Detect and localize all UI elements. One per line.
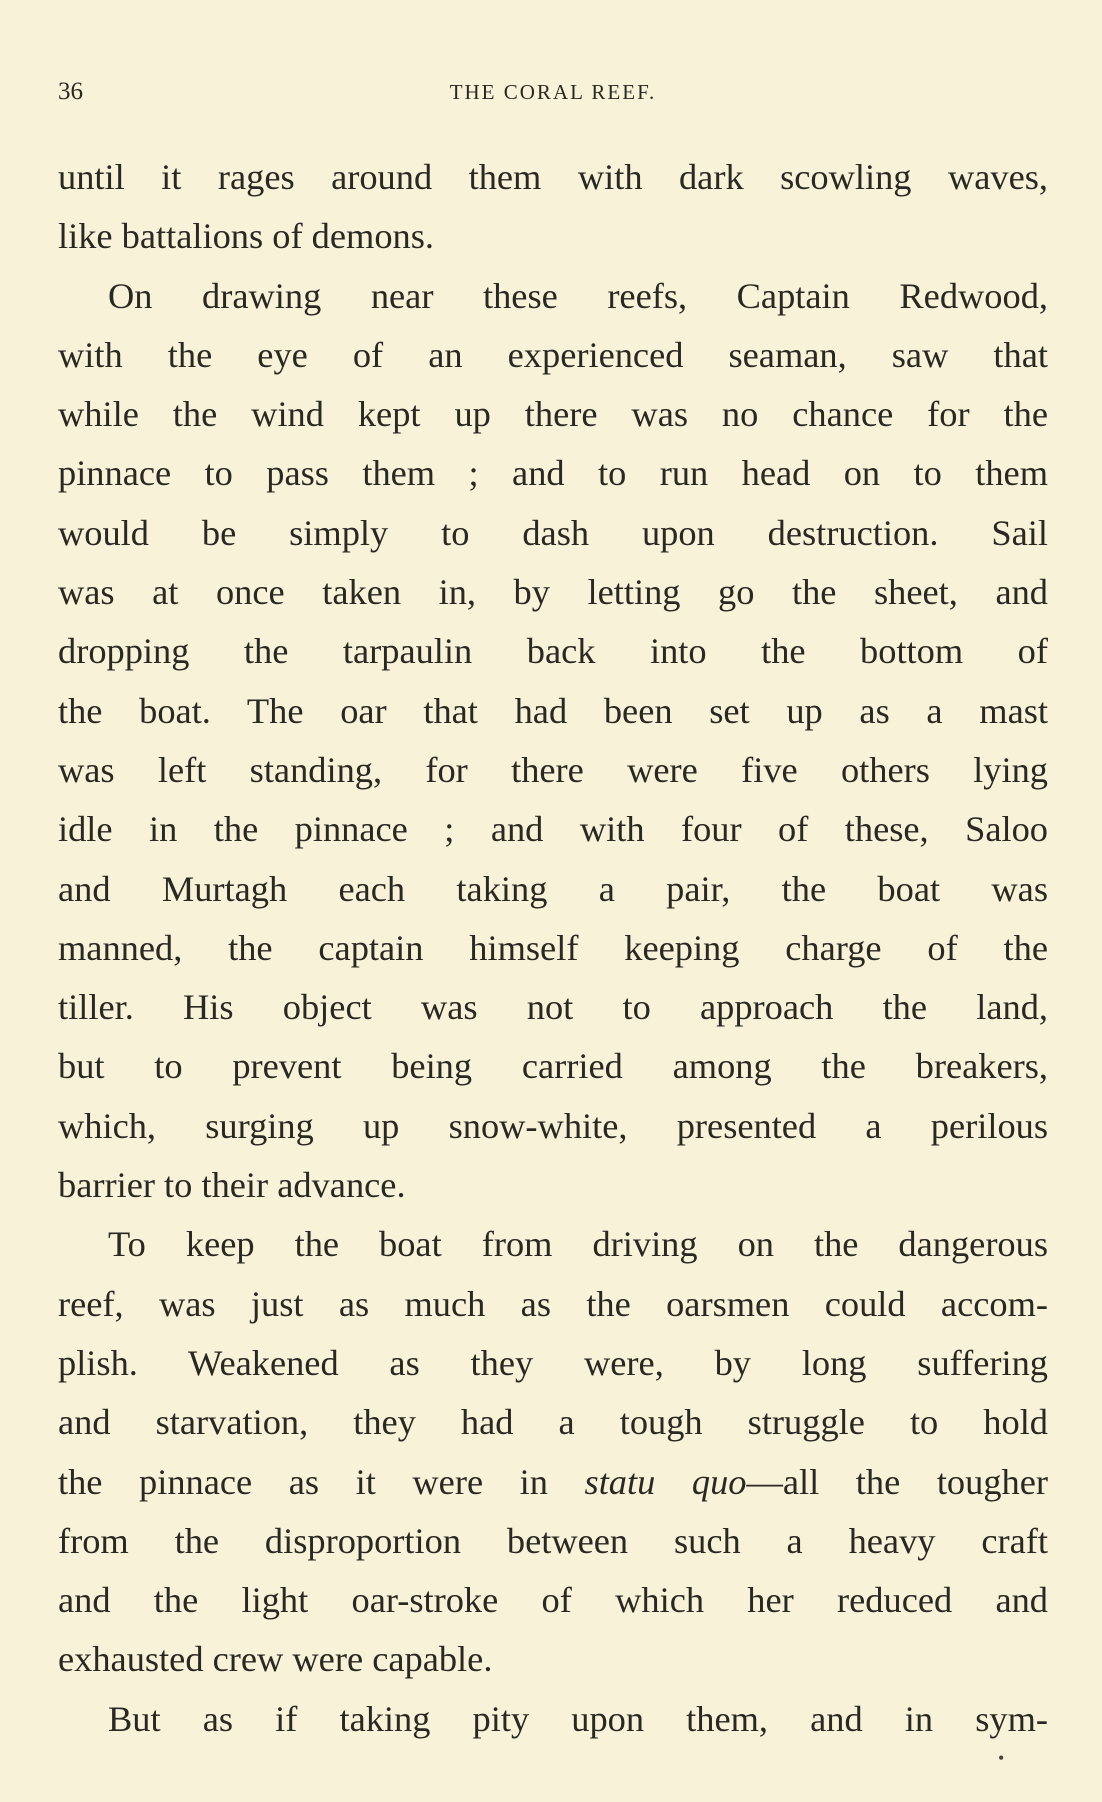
text-segment: —all the tougher: [746, 1461, 1048, 1502]
text-line: barrier to their advance.: [58, 1165, 406, 1206]
page-number: 36: [58, 78, 83, 105]
running-title: THE CORAL REEF.: [449, 80, 657, 104]
text-line: pinnace to pass them ; and to run head on to them: [58, 453, 1048, 494]
text-line: exhausted crew were capable.: [58, 1639, 493, 1680]
text-line: like battalions of demons.: [58, 216, 434, 257]
text-line: would be simply to dash upon destruction. Sail: [58, 512, 1048, 553]
text-line: But as if taking pity upon them, and in sym-: [108, 1698, 1048, 1739]
text-line: until it rages around them with dark scowling waves,: [58, 157, 1048, 197]
text-line: dropping the tarpaulin back into the bottom of: [58, 631, 1048, 672]
text-line: On drawing near these reefs, Captain Redwood,: [108, 275, 1048, 316]
footer-mark: •: [998, 1748, 1005, 1768]
text-line: while the wind kept up there was no chance for the: [58, 394, 1048, 435]
body-text: [58, 148, 1048, 1749]
text-line: the boat. The oar that had been set up as a mast: [58, 690, 1048, 731]
text-line: plish. Weakened as they were, by long suffering: [58, 1342, 1048, 1383]
text-line: was left standing, for there were five others lying: [58, 749, 1048, 790]
text-line: with the eye of an experienced seaman, saw that: [58, 334, 1048, 375]
text-line-with-italic: [58, 1453, 1048, 1512]
text-line: reef, was just as much as the oarsmen could accom-: [58, 1283, 1048, 1324]
text-line: was at once taken in, by letting go the sheet, and: [58, 572, 1048, 613]
text-line: and the light oar-stroke of which her reduced and: [58, 1580, 1048, 1621]
text-line: from the disproportion between such a heavy craft: [58, 1520, 1048, 1561]
running-header: [58, 78, 1048, 114]
text-segment: the pinnace as it were in: [58, 1461, 585, 1502]
text-line: idle in the pinnace ; and with four of these, Saloo: [58, 809, 1048, 850]
text-line: To keep the boat from driving on the dangerous: [108, 1224, 1048, 1265]
text-line: tiller. His object was not to approach the land,: [58, 987, 1048, 1028]
text-line: manned, the captain himself keeping charge of the: [58, 927, 1048, 968]
text-line: but to prevent being carried among the breakers,: [58, 1046, 1048, 1087]
text-line: which, surging up snow-white, presented a perilous: [58, 1105, 1048, 1146]
italic-phrase: statu quo: [584, 1461, 747, 1502]
text-line: and starvation, they had a tough struggle to hold: [58, 1402, 1048, 1443]
text-line: and Murtagh each taking a pair, the boat was: [58, 868, 1048, 909]
